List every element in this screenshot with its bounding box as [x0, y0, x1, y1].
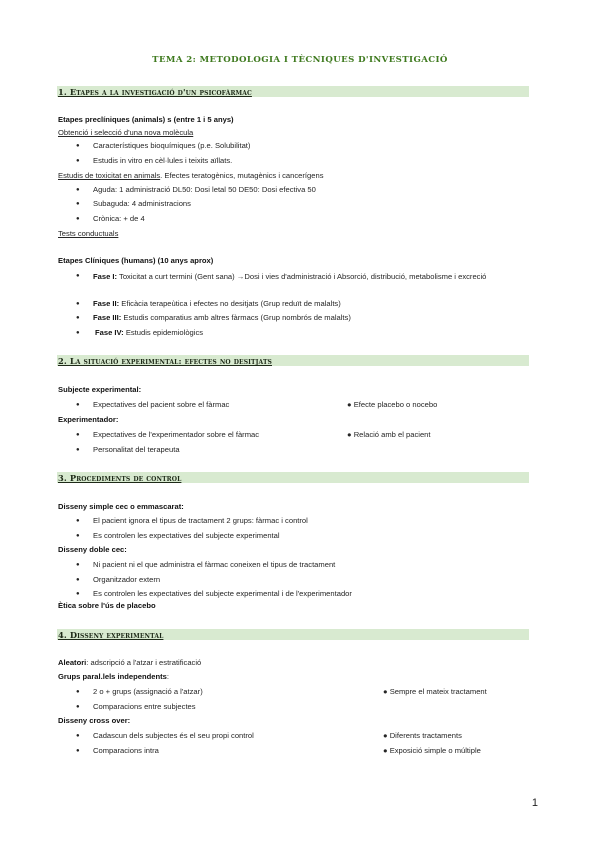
list-item: Es controlen les expectatives del subjecte experimental i de l'experimentador	[93, 589, 352, 598]
subject-label: Subjecte experimental:	[58, 385, 142, 394]
obtention-label: Obtenció i selecció d'una nova molècula	[58, 128, 194, 137]
list-item: Expectatives del pacient sobre el fàrmac	[93, 400, 230, 409]
bullet-icon: ●	[76, 158, 80, 164]
list-item: Aguda: 1 administració DL50: Dosi letal 50 DE50: Dosi efectiva 50	[93, 185, 316, 194]
list-item: Crònica: + de 4	[93, 214, 145, 223]
random-text: : adscripció a l'atzar i estratificació	[86, 658, 202, 667]
phase-item	[95, 328, 203, 338]
bullet-icon: ●	[76, 201, 80, 207]
bullet-icon: ●	[76, 402, 80, 408]
bullet-icon: ●	[76, 533, 80, 539]
tests-label: Tests conductuals	[58, 229, 119, 238]
list-item: Subaguda: 4 administracions	[93, 199, 191, 208]
experimenter-label: Experimentador:	[58, 415, 119, 424]
section-3-heading: 3. Procediments de control	[58, 473, 182, 483]
toxicity-line	[58, 171, 324, 181]
bullet-icon: ●	[76, 689, 80, 695]
bullet-icon: ●	[76, 518, 80, 524]
phase-label: Fase IV:	[95, 328, 124, 337]
preclinical-title: Etapes preclíniques (animals) s (entre 1 i 5 anys)	[58, 115, 234, 124]
bullet-icon: ●	[76, 591, 80, 597]
clinical-title: Etapes Clíniques (humans) (10 anys aprox)	[58, 256, 214, 265]
list-item: Característiques bioquímiques (p.e. Solubilitat)	[93, 141, 251, 150]
cross-over-label: Disseny cross over:	[58, 716, 131, 725]
section-1-heading: 1. Etapes a la investigació d'un psicofàrmac	[58, 87, 252, 97]
bullet-icon: ●	[76, 330, 80, 336]
list-item: El pacient ignora el tipus de tractament 2 grups: fàrmac i control	[93, 516, 308, 525]
phase-text: Estudis comparatius amb altres fàrmacs (Grup nombrós de malalts)	[121, 313, 351, 322]
bullet-icon: ●	[76, 143, 80, 149]
phase-label: Fase II:	[93, 299, 120, 308]
bullet-icon: ●	[76, 704, 80, 710]
simple-blind-label: Disseny simple cec o emmascarat:	[58, 502, 184, 511]
list-item: Estudis in vitro en cèl·lules i teixits aïllats.	[93, 156, 233, 165]
list-item: ● Efecte placebo o nocebo	[347, 400, 438, 409]
double-blind-label: Disseny doble cec:	[58, 545, 127, 554]
list-item: Organitzador extern	[93, 575, 161, 584]
list-item: Personalitat del terapeuta	[93, 445, 180, 454]
list-item: Ni pacient ni el que administra el fàrmac coneixen el tipus de tractament	[93, 560, 336, 569]
list-item: Cadascun dels subjectes és el seu propi control	[93, 731, 254, 740]
list-item: Es controlen les expectatives del subjecte experimental	[93, 531, 280, 540]
toxicity-label: Estudis de toxicitat en animals	[58, 171, 161, 180]
list-item: ● Sempre el mateix tractament	[383, 687, 487, 696]
bullet-icon: ●	[76, 447, 80, 453]
bullet-icon: ●	[76, 273, 80, 279]
phase-label: Fase III:	[93, 313, 122, 322]
list-item: Comparacions entre subjectes	[93, 702, 196, 711]
phase-label: Fase I:	[93, 272, 118, 281]
list-item: Comparacions intra	[93, 746, 159, 755]
phase-item	[93, 313, 351, 323]
phase-item	[93, 270, 539, 284]
bullet-icon: ●	[76, 216, 80, 222]
bullet-icon: ●	[76, 733, 80, 739]
section-2-heading: 2. La situació experimental: efectes no desitjats	[58, 356, 272, 366]
bullet-icon: ●	[76, 562, 80, 568]
phase-text: Eficàcia terapeùtica i efectes no desitjats (Grup reduït de malalts)	[119, 299, 341, 308]
bullet-icon: ●	[76, 748, 80, 754]
list-item: ● Relació amb el pacient	[347, 430, 431, 439]
bullet-icon: ●	[76, 577, 80, 583]
section-4-heading: 4. Disseny experimental	[58, 630, 164, 640]
phase-text: Estudis epidemiològics	[123, 328, 204, 337]
random-label: Aleatori	[58, 658, 87, 667]
document-title: TEMA 2: METODOLOGIA I TÈCNIQUES D'INVESTIGACIÓ	[152, 55, 448, 65]
bullet-icon: ●	[76, 432, 80, 438]
list-item: ● Exposició simple o múltiple	[383, 746, 481, 755]
toxicity-rest: . Efectes teratogènics, mutagènics i cancerígens	[160, 171, 324, 180]
parallel-label: Grups paral.lels independents	[58, 672, 167, 681]
bullet-icon: ●	[76, 315, 80, 321]
list-item: 2 o + grups (assignació a l'atzar)	[93, 687, 203, 696]
list-item: ● Diferents tractaments	[383, 731, 462, 740]
page-number: 1	[531, 797, 538, 809]
bullet-icon: ●	[76, 301, 80, 307]
bullet-icon: ●	[76, 187, 80, 193]
phase-text: Toxicitat a curt termini (Gent sana) →Dosi i vies d'administració i Absorció, distribució, metabolisme i excreció	[117, 272, 487, 281]
phase-item	[93, 299, 341, 309]
parallel-line: Grups paral.lels independents:	[58, 672, 169, 681]
list-item: Expectatives de l'experimentador sobre el fàrmac	[93, 430, 260, 439]
random-line	[58, 658, 201, 668]
ethics-label: Ètica sobre l'ús de placebo	[58, 601, 156, 610]
